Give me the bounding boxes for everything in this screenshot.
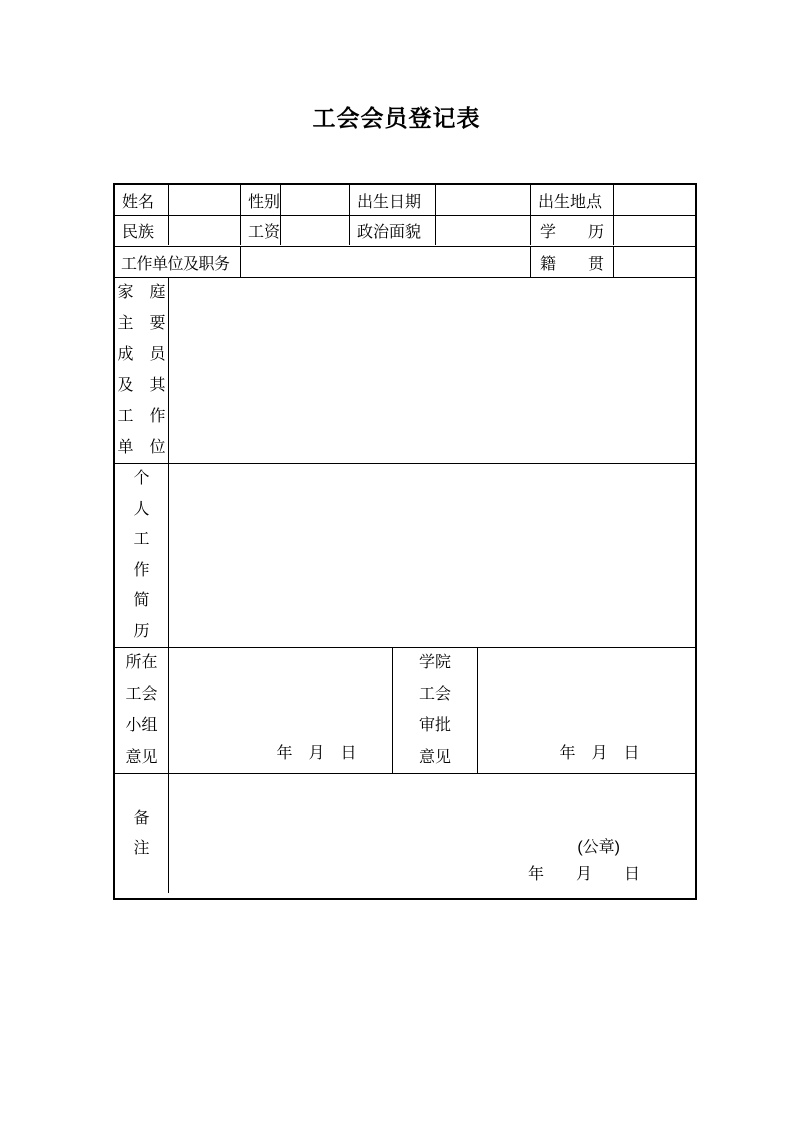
- remarks-header-line: 备: [133, 809, 150, 827]
- family-header-line: 成 员: [117, 346, 166, 363]
- salary-value-cell[interactable]: [280, 216, 349, 245]
- family-members-content-cell[interactable]: [168, 278, 695, 463]
- college-union-header-line: 工会: [418, 685, 451, 703]
- education-label: 学 历: [530, 216, 613, 245]
- family-header-line: 及 其: [117, 377, 166, 394]
- education-value-cell[interactable]: [613, 216, 695, 245]
- name-value-cell[interactable]: [168, 185, 240, 215]
- birth-place-label: 出生地点: [530, 185, 613, 215]
- gender-value-cell[interactable]: [280, 185, 349, 215]
- work-history-header-line: 人: [133, 500, 150, 518]
- remarks-content-cell[interactable]: [168, 774, 695, 893]
- remarks-header-line: 注: [133, 839, 150, 857]
- work-history-content-cell[interactable]: [168, 464, 695, 647]
- work-history-header-line: 作: [133, 561, 150, 579]
- official-seal-placeholder: (公章): [577, 839, 620, 856]
- row-2: [115, 215, 695, 245]
- college-union-header-line: 审批: [418, 717, 451, 735]
- work-history-header-line: 历: [133, 622, 150, 640]
- union-group-header-line: 所在: [125, 654, 158, 671]
- row-1: [115, 185, 695, 215]
- gender-label: 性别: [240, 185, 280, 215]
- political-status-value-cell[interactable]: [435, 216, 530, 245]
- union-group-date-line: 年 月 日: [276, 745, 357, 762]
- birth-date-label: 出生日期: [349, 185, 435, 215]
- work-unit-value-cell[interactable]: [240, 247, 530, 277]
- basic-info-rows: [115, 185, 695, 246]
- union-group-header-line: 小组: [125, 717, 158, 735]
- union-group-opinion-header: [115, 648, 168, 773]
- family-header-line: 家 庭: [117, 284, 166, 301]
- native-place-value-cell[interactable]: [613, 247, 695, 277]
- family-members-section: [115, 277, 695, 463]
- name-label: 姓名: [122, 193, 155, 211]
- work-history-header: [115, 464, 168, 647]
- college-union-header-line: 意见: [418, 748, 451, 766]
- birth-date-value-cell[interactable]: [435, 185, 530, 215]
- union-group-opinion-cell[interactable]: [168, 648, 392, 773]
- union-group-header-line: 意见: [125, 748, 158, 766]
- work-history-section: [115, 463, 695, 647]
- remarks-section: [115, 773, 695, 893]
- college-union-approval-cell[interactable]: [477, 648, 695, 773]
- salary-label: 工资: [240, 216, 280, 245]
- family-header-line: 单 位: [117, 439, 166, 456]
- union-group-header-line: 工会: [125, 685, 158, 703]
- remarks-date-line: 年 月 日: [527, 866, 640, 883]
- opinions-section: [115, 647, 695, 773]
- page-title: 工会会员登记表: [312, 105, 481, 131]
- college-union-date-line: 年 月 日: [559, 745, 640, 762]
- family-members-header: [115, 278, 168, 463]
- work-unit-label: 工作单位及职务: [121, 255, 230, 273]
- college-union-approval-header: [392, 648, 477, 773]
- college-union-header-line: 学院: [418, 654, 451, 671]
- family-header-line: 工 作: [117, 408, 166, 425]
- ethnicity-value-cell[interactable]: [168, 216, 240, 245]
- native-place-label: 籍 贯: [530, 247, 613, 277]
- work-history-header-line: 工: [133, 531, 150, 549]
- work-history-header-line: 简: [133, 592, 150, 610]
- work-history-header-line: 个: [133, 470, 150, 487]
- birth-place-value-cell[interactable]: [613, 185, 695, 215]
- row-3: [115, 246, 695, 277]
- family-header-line: 主 要: [117, 315, 166, 332]
- remarks-header: [115, 774, 168, 893]
- political-status-label: 政治面貌: [349, 216, 435, 245]
- ethnicity-label: 民族: [122, 224, 155, 241]
- registration-form-table: [113, 183, 697, 900]
